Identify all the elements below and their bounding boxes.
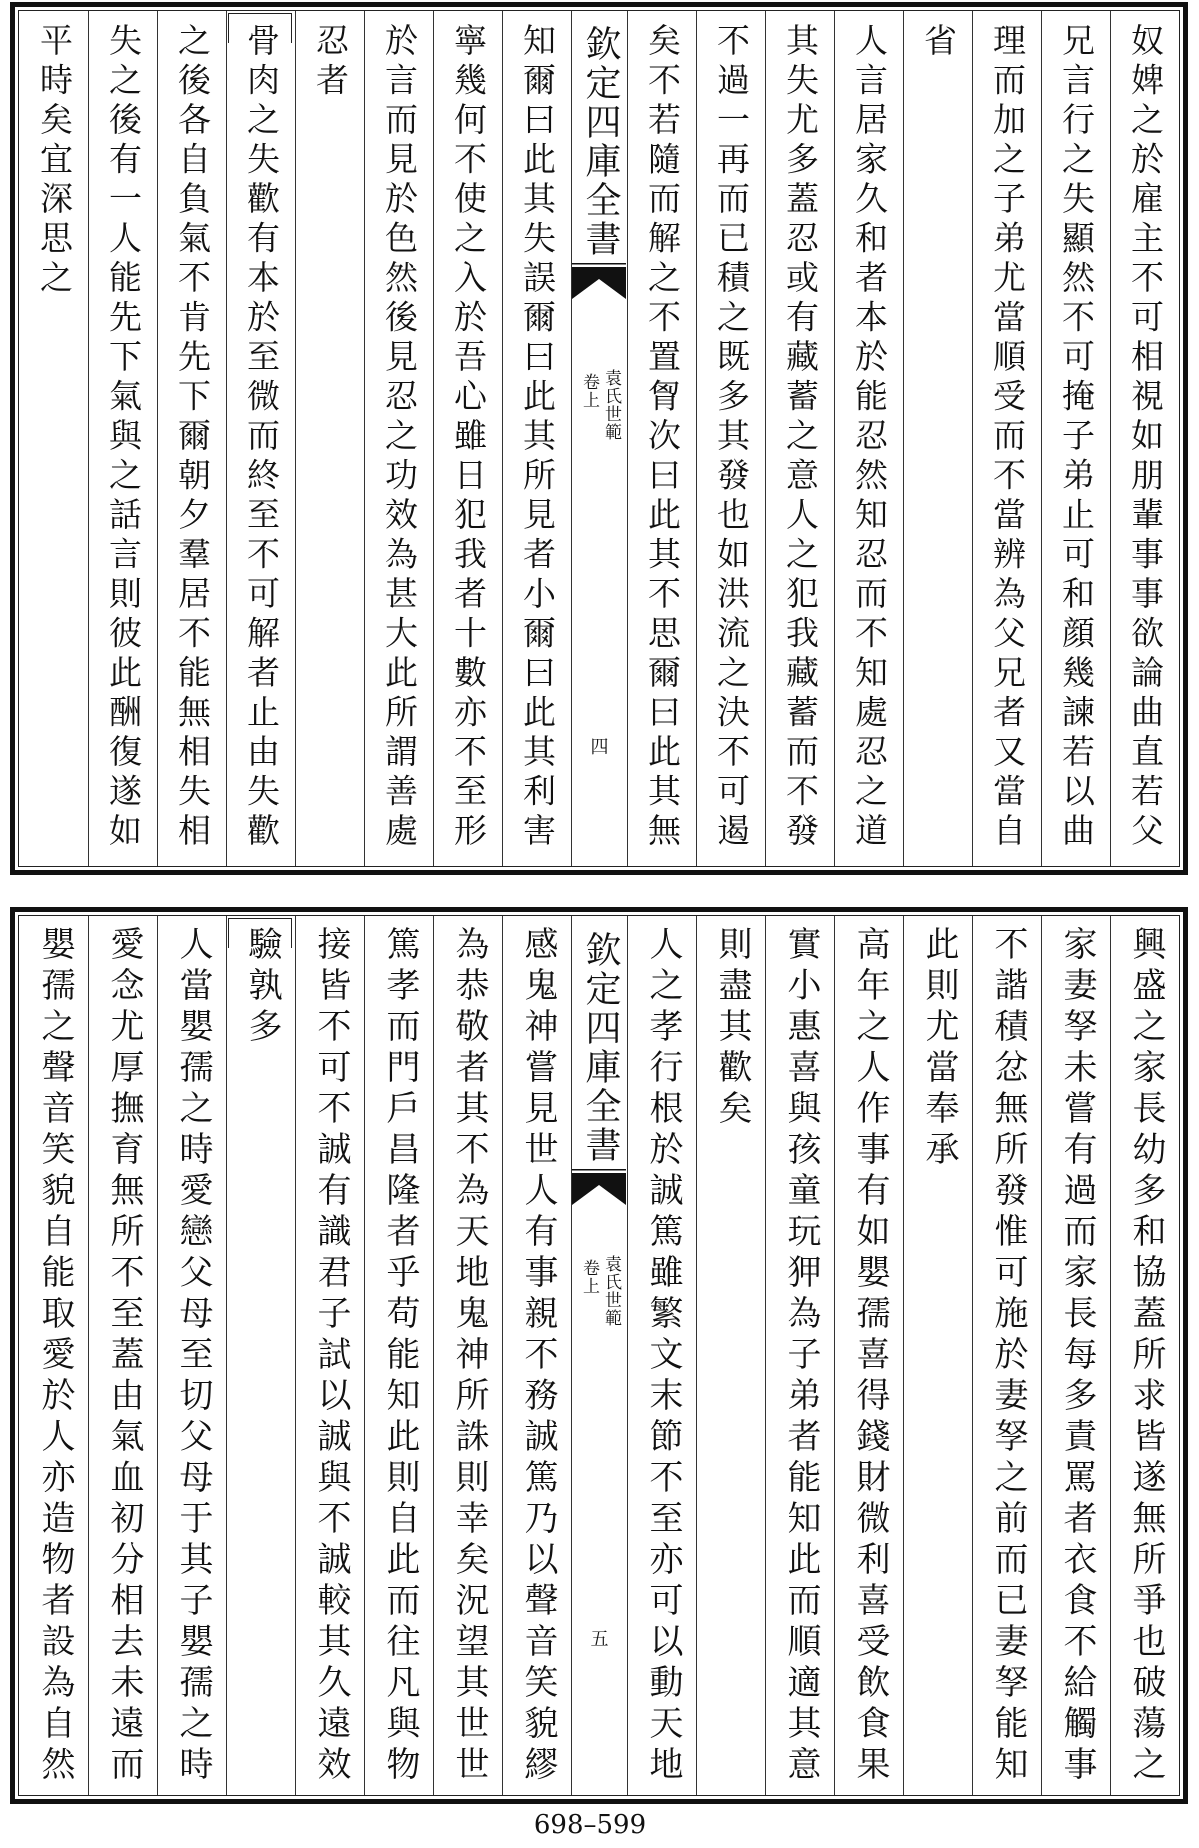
page-frame (18, 915, 1180, 1796)
band-caption (579, 369, 621, 441)
fishtail-ornament (572, 263, 626, 299)
band-caption (579, 1255, 621, 1327)
text-column: 興盛之家長幼多和協蓋所求皆遂無所爭也破蕩之 (1110, 916, 1179, 1795)
text-column: 此則尤當奉承 (903, 916, 972, 1795)
text-column: 理而加之子弟尤當順受而不當辨為父兄者又當自 (972, 11, 1041, 866)
leaf-number: 四 (590, 737, 609, 758)
text-column: 骨肉之失歡有本於至微而終至不可解者止由失歡 (226, 11, 295, 866)
fishtail-ornament (572, 1169, 626, 1205)
text-column: 忍者 (295, 11, 364, 866)
lower-page (10, 907, 1188, 1804)
text-column: 感鬼神嘗見世人有事親不務誠篤乃以聲音笑貌繆 (502, 916, 571, 1795)
book-title: 欽定四庫全書 (580, 931, 621, 1165)
text-column: 其失尤多蓋忍或有藏蓄之意人之犯我藏蓄而不發 (765, 11, 834, 866)
text-column: 不諧積忿無所發惟可施於妻孥之前而已妻孥能知 (972, 916, 1041, 1795)
text-column: 人之孝行根於誠篤雖繁文末節不至亦可以動天地 (627, 916, 696, 1795)
text-column: 於言而見於色然後見忍之功效為甚大此所謂善處 (364, 11, 433, 866)
text-column: 之後各自負氣不肯先下爾朝夕羣居不能無相失相 (157, 11, 226, 866)
book-title: 欽定四庫全書 (580, 25, 621, 259)
page-frame (18, 10, 1180, 867)
text-column: 兄言行之失顯然不可掩子弟止可和顔幾諫若以曲 (1041, 11, 1110, 866)
center-band (571, 11, 627, 866)
text-column: 人言居家久和者本於能忍然知忍而不知處忍之道 (834, 11, 903, 866)
work-title: 袁氏世範 (601, 1255, 621, 1327)
text-column: 為恭敬者其不為天地鬼神所誅則幸矣況望其世世 (433, 916, 502, 1795)
text-column: 高年之人作事有如嬰孺喜得錢財微利喜受飲食果 (834, 916, 903, 1795)
text-column: 篤孝而門戶昌隆者乎苟能知此則自此而往凡與物 (364, 916, 433, 1795)
text-column: 奴婢之於雇主不可相視如朋輩事事欲論曲直若父 (1110, 11, 1179, 866)
text-column: 矣不若隨而解之不置胷次曰此其不思爾曰此其無 (627, 11, 696, 866)
page-number: 698–599 (533, 1810, 647, 1840)
text-column: 寧幾何不使之入於吾心雖日犯我者十數亦不至形 (433, 11, 502, 866)
volume-label: 卷上 (579, 373, 599, 409)
upper-page (10, 2, 1188, 875)
text-column: 實小惠喜與孩童玩狎為子弟者能知此而順適其意 (765, 916, 834, 1795)
text-column: 則盡其歡矣 (696, 916, 765, 1795)
text-column: 嬰孺之聲音笑貌自能取愛於人亦造物者設為自然 (35, 926, 75, 1787)
text-column: 知爾曰此其失誤爾曰此其所見者小爾曰此其利害 (502, 11, 571, 866)
work-title: 袁氏世範 (601, 369, 621, 441)
text-column: 不過一再而已積之既多其發也如洪流之決不可遏 (696, 11, 765, 866)
text-column: 失之後有一人能先下氣與之話言則彼此酬復遂如 (88, 11, 157, 866)
leaf-number: 五 (590, 1629, 609, 1650)
center-band (571, 916, 627, 1795)
text-column: 驗孰多 (226, 916, 295, 1795)
text-column: 接皆不可不誠有識君子試以誠與不誠較其久遠效 (295, 916, 364, 1795)
text-column: 平時矣宜深思之 (35, 23, 74, 300)
text-column: 愛念尤厚撫育無所不至蓋由氣血初分相去未遠而 (88, 916, 157, 1795)
text-column: 省 (903, 11, 972, 866)
text-column: 人當嬰孺之時愛戀父母至切父母于其子嬰孺之時 (157, 916, 226, 1795)
volume-label: 卷上 (579, 1259, 599, 1295)
text-column: 家妻孥未嘗有過而家長每多責罵者衣食不給觸事 (1041, 916, 1110, 1795)
